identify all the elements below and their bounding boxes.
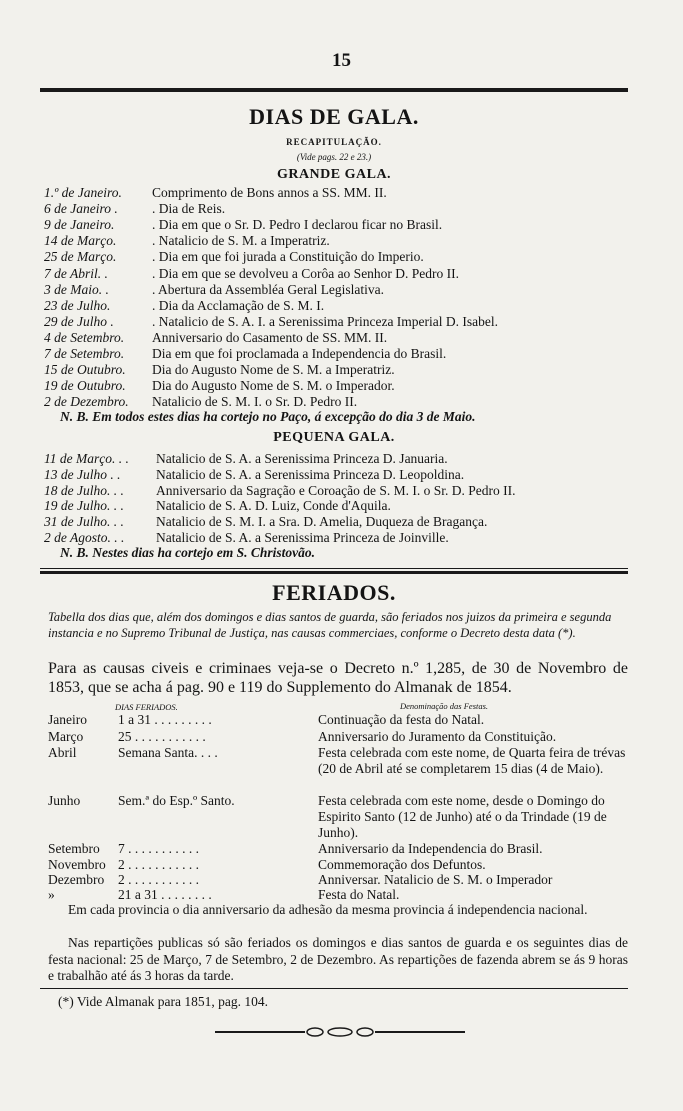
gala-row bbox=[44, 450, 632, 467]
gala-row bbox=[44, 497, 632, 514]
gala-text: . Dia de Reis. bbox=[152, 201, 226, 217]
gala-row bbox=[44, 393, 632, 410]
gala-date: 2 de Agosto. . . bbox=[44, 530, 125, 545]
gala-date: 7 de Abril. . bbox=[44, 265, 108, 281]
feriados-para: Para as causas civeis e criminaes veja-se o Decreto n.º 1,285, de 30 de Novembro de 1853, que se acha á pag. 90 e 119 do Supplemento do Almanak de 1854. bbox=[48, 660, 628, 696]
footnote-rule bbox=[40, 988, 628, 989]
gala-date: 15 de Outubro. bbox=[44, 362, 126, 378]
gala-row bbox=[44, 265, 632, 282]
feriados-title: FERIADOS. bbox=[272, 580, 396, 605]
gala-text: . Dia em que foi jurada a Constituição do Imperio. bbox=[152, 249, 424, 265]
feriado-month: Dezembro bbox=[48, 872, 105, 887]
gala-text: . Dia em que se devolveu a Corôa ao Senhor D. Pedro II. bbox=[152, 265, 460, 281]
gala-row bbox=[44, 377, 632, 394]
feriado-days: 21 a 31 . . . . . . . . bbox=[118, 887, 212, 902]
gala-date: 31 de Julho. . . bbox=[44, 514, 124, 530]
footnote: (*) Vide Almanak para 1851, pag. 104. bbox=[58, 994, 269, 1009]
gala-row bbox=[44, 345, 632, 362]
gala-text: Natalicio de S. A. a Serenissima Princeza D. Leopoldina. bbox=[156, 466, 465, 482]
feriado-days: 2 . . . . . . . . . . . bbox=[118, 857, 199, 872]
gala-text: Natalicio de S. M. I. o Sr. D. Pedro II. bbox=[152, 394, 358, 410]
gala-date: 4 de Setembro. bbox=[44, 329, 125, 345]
feriado-days: Sem.ª do Esp.º Santo. bbox=[118, 793, 235, 808]
feriado-desc: Festa celebrada com este nome, de Quarta feira de trévas (20 de Abril até se completarem 15 dias (4 de Maio). bbox=[318, 745, 626, 776]
feriado-desc: Festa do Natal. bbox=[318, 887, 400, 902]
feriado-days: 7 . . . . . . . . . . . bbox=[118, 841, 199, 856]
col-head-denominacao: Denominação das Festas. bbox=[400, 701, 489, 711]
feriados-p2: Nas repartições publicas só são feriados os domingos e dias santos de guarda e os seguintes dias de festa nacional: 25 de Março, 7 de Setembro, 2 de Dezembro. As repartições de fazenda abrem se ás 9 horas e trabalhão até ás 3 horas da tarde. bbox=[48, 935, 628, 983]
gala-row bbox=[44, 482, 632, 499]
gala-text: . Natalicio de S. M. a Imperatriz. bbox=[152, 233, 330, 249]
feriado-desc: Continuação da festa do Natal. bbox=[318, 712, 485, 727]
gala-date: 19 de Outubro. bbox=[44, 378, 126, 394]
feriados-p1: Em cada provincia o dia anniversario da adhesão da mesma provincia á independencia nacional. bbox=[68, 902, 588, 917]
section-divider bbox=[40, 568, 628, 574]
feriado-days: 25 . . . . . . . . . . . bbox=[118, 729, 206, 744]
gala-date: 14 de Março. bbox=[44, 233, 117, 249]
gala-text: Anniversario do Casamento de SS. MM. II. bbox=[152, 329, 388, 345]
page-number: 15 bbox=[332, 50, 351, 71]
feriado-month: Setembro bbox=[48, 841, 100, 856]
gala-text: . Dia em que o Sr. D. Pedro I declarou ficar no Brasil. bbox=[152, 217, 443, 233]
gala-date: 3 de Maio. . bbox=[44, 281, 109, 297]
gala-text: Natalicio de S. A. a Serenissima Princeza de Joinville. bbox=[156, 530, 449, 545]
feriado-desc: Festa celebrada com este nome, desde o Domingo do Espirito Santo (12 de Junho) até o da Trindade (19 de Junho). bbox=[318, 793, 607, 840]
feriado-desc: Anniversar. Natalicio de S. M. o Imperador bbox=[318, 872, 553, 887]
gala-date: 9 de Janeiro. bbox=[44, 217, 115, 233]
feriado-month: Março bbox=[48, 729, 84, 744]
gala-date: 23 de Julho. bbox=[44, 297, 111, 313]
gala-date: 7 de Setembro. bbox=[44, 346, 125, 361]
grande-gala-note: N. B. Em todos estes dias ha cortejo no Paço, á excepção do dia 3 de Maio. bbox=[60, 409, 476, 424]
gala-row bbox=[44, 281, 632, 298]
feriado-days: Semana Santa. . . . bbox=[118, 745, 218, 760]
feriado-month: Novembro bbox=[48, 857, 106, 872]
gala-text: . Abertura da Assembléa Geral Legislativa. bbox=[152, 281, 385, 297]
feriado-month: Janeiro bbox=[48, 712, 87, 727]
gala-text: Dia do Augusto Nome de S. M. a Imperatriz. bbox=[152, 362, 395, 378]
feriado-days: 1 a 31 . . . . . . . . . bbox=[118, 712, 212, 727]
top-rule bbox=[40, 88, 628, 92]
gala-date: 2 de Dezembro. bbox=[44, 394, 129, 410]
gala-row bbox=[44, 466, 632, 483]
feriado-month: Junho bbox=[48, 793, 81, 808]
gala-date: 6 de Janeiro . bbox=[44, 201, 118, 217]
feriado-desc: Anniversario da Independencia do Brasil. bbox=[318, 841, 543, 856]
gala-row bbox=[44, 184, 632, 201]
gala-row bbox=[44, 361, 632, 378]
gala-row bbox=[44, 232, 632, 249]
gala-text: . Natalicio de S. A. I. a Serenissima Princeza Imperial D. Isabel. bbox=[152, 313, 499, 329]
gala-text: . Dia da Acclamação de S. M. I. bbox=[152, 297, 325, 313]
pequena-gala-title: PEQUENA GALA. bbox=[273, 430, 395, 445]
feriado-month: Abril bbox=[48, 745, 77, 760]
gala-row bbox=[44, 329, 632, 346]
gala-text: Anniversario da Sagração e Coroação de S. M. I. o Sr. D. Pedro II. bbox=[156, 482, 516, 498]
gala-text: Dia em que foi proclamada a Independencia do Brasil. bbox=[152, 346, 447, 361]
gala-date: 29 de Julho . bbox=[44, 313, 114, 329]
feriados-intro: Tabella dos dias que, além dos domingos e dias santos de guarda, são feriados nos juizos da primeira e segunda instancia e no Supremo Tribunal de Justiça, nas causas commerciaes, conforme o Decreto desta data (*). bbox=[48, 610, 612, 640]
feriado-desc: Anniversario do Juramento da Constituição. bbox=[318, 729, 557, 744]
gala-row bbox=[44, 216, 632, 233]
gala-date: 13 de Julho . . bbox=[44, 466, 121, 482]
gala-row bbox=[44, 200, 632, 217]
gala-date: 11 de Março. . . bbox=[44, 451, 129, 466]
gala-date: 18 de Julho. . . bbox=[44, 482, 124, 498]
pequena-gala-note: N. B. Nestes dias ha cortejo em S. Christovão. bbox=[60, 545, 316, 560]
gala-text: Natalicio de S. M. I. a Sra. D. Amelia, Duqueza de Bragança. bbox=[156, 514, 488, 530]
gala-date: 19 de Julho. . . bbox=[44, 498, 124, 514]
gala-date: 25 de Março. bbox=[44, 249, 117, 265]
gala-row bbox=[44, 248, 632, 265]
gala-recap: RECAPITULAÇÃO. bbox=[286, 137, 382, 147]
gala-text: Comprimento de Bons annos a SS. MM. II. bbox=[152, 185, 387, 200]
gala-text: Natalicio de S. A. a Serenissima Princeza D. Januaria. bbox=[156, 451, 448, 466]
gala-text: Dia do Augusto Nome de S. M. o Imperador. bbox=[152, 378, 395, 394]
gala-text: Natalicio de S. A. D. Luiz, Conde d'Aquila. bbox=[156, 498, 391, 514]
feriado-days: 2 . . . . . . . . . . . bbox=[118, 872, 199, 887]
gala-row bbox=[44, 313, 632, 330]
gala-date: 1.º de Janeiro. bbox=[44, 185, 122, 200]
feriado-month: » bbox=[48, 887, 55, 902]
gala-vide: (Vide pags. 22 e 23.) bbox=[296, 152, 372, 162]
ornament-divider bbox=[215, 1027, 465, 1037]
col-head-dias: DIAS FERIADOS. bbox=[115, 702, 178, 712]
gala-title: DIAS DE GALA. bbox=[249, 104, 419, 129]
gala-row bbox=[44, 513, 632, 530]
gala-row bbox=[44, 297, 632, 314]
grande-gala-title: GRANDE GALA. bbox=[276, 167, 392, 182]
gala-row bbox=[44, 529, 632, 546]
feriado-desc: Commemoração dos Defuntos. bbox=[318, 857, 486, 872]
